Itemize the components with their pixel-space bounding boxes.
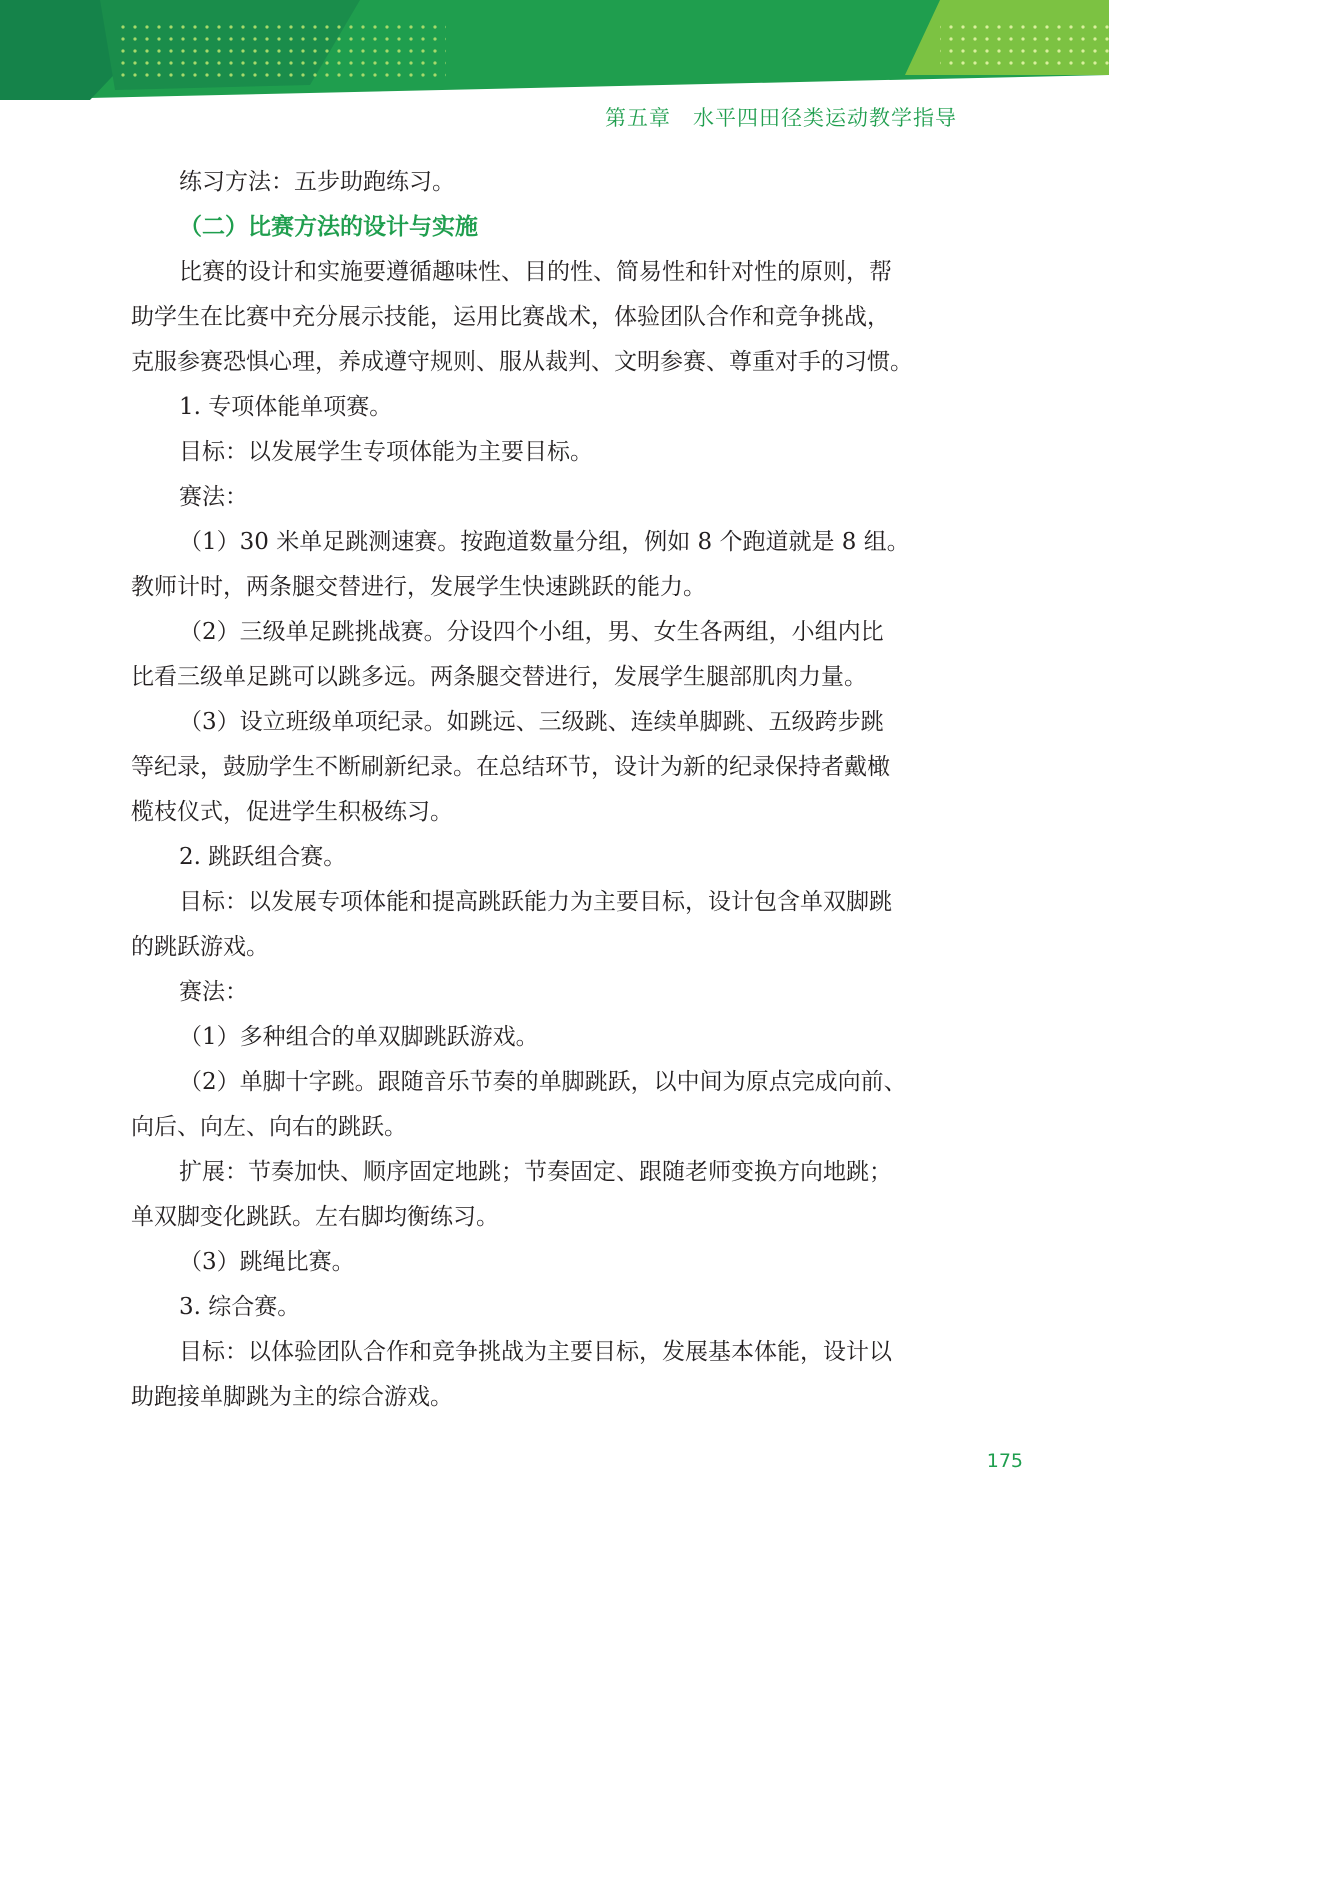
paragraph-line: 单双脚变化跳跃。左右脚均衡练习。 xyxy=(131,1204,499,1230)
paragraph-line: 榄枝仪式，促进学生积极练习。 xyxy=(131,799,453,825)
paragraph-line: 的跳跃游戏。 xyxy=(131,934,269,960)
paragraph-line: 比看三级单足跳可以跳多远。两条腿交替进行，发展学生腿部肌肉力量。 xyxy=(131,664,867,690)
paragraph-line: 2. 跳跃组合赛。 xyxy=(179,844,347,870)
paragraph-line: 练习方法：五步助跑练习。 xyxy=(179,169,455,195)
paragraph-line: 目标：以体验团队合作和竞争挑战为主要目标，发展基本体能，设计以 xyxy=(179,1339,892,1365)
paragraph-line: 助跑接单脚跳为主的综合游戏。 xyxy=(131,1384,453,1410)
body-text xyxy=(131,160,957,1420)
paragraph-line: 比赛的设计和实施要遵循趣味性、目的性、简易性和针对性的原则，帮 xyxy=(179,259,892,285)
paragraph-line: （2）单脚十字跳。跟随音乐节奏的单脚跳跃，以中间为原点完成向前、 xyxy=(179,1069,907,1095)
chapter-title: 第五章 水平四田径类运动教学指导 xyxy=(605,106,957,130)
header-banner xyxy=(0,0,1109,110)
paragraph-line: 等纪录，鼓励学生不断刷新纪录。在总结环节，设计为新的纪录保持者戴橄 xyxy=(131,754,890,780)
paragraph-line: （1）30 米单足跳测速赛。按跑道数量分组，例如 8 个跑道就是 8 组。 xyxy=(179,529,910,555)
paragraph-line: 3. 综合赛。 xyxy=(179,1294,301,1320)
section-heading: （二）比赛方法的设计与实施 xyxy=(179,214,478,240)
paragraph-line: （1）多种组合的单双脚跳跃游戏。 xyxy=(179,1024,539,1050)
paragraph-line: 赛法： xyxy=(179,484,248,510)
paragraph-line: 克服参赛恐惧心理，养成遵守规则、服从裁判、文明参赛、尊重对手的习惯。 xyxy=(131,349,913,375)
paragraph-line: 向后、向左、向右的跳跃。 xyxy=(131,1114,407,1140)
paragraph-line: （3）跳绳比赛。 xyxy=(179,1249,355,1275)
paragraph-line: 目标：以发展学生专项体能为主要目标。 xyxy=(179,439,593,465)
paragraph-line: 赛法： xyxy=(179,979,248,1005)
paragraph-line: 教师计时，两条腿交替进行，发展学生快速跳跃的能力。 xyxy=(131,574,706,600)
paragraph-line: （2）三级单足跳挑战赛。分设四个小组，男、女生各两组，小组内比 xyxy=(179,619,884,645)
paragraph-line: 目标：以发展专项体能和提高跳跃能力为主要目标，设计包含单双脚跳 xyxy=(179,889,892,915)
paragraph-line: 扩展：节奏加快、顺序固定地跳；节奏固定、跟随老师变换方向地跳； xyxy=(179,1159,892,1185)
paragraph-line: 助学生在比赛中充分展示技能，运用比赛战术，体验团队合作和竞争挑战， xyxy=(131,304,890,330)
page-number: 175 xyxy=(986,1450,1023,1472)
paragraph-line: 1. 专项体能单项赛。 xyxy=(179,394,393,420)
paragraph-line: （3）设立班级单项纪录。如跳远、三级跳、连续单脚跳、五级跨步跳 xyxy=(179,709,884,735)
